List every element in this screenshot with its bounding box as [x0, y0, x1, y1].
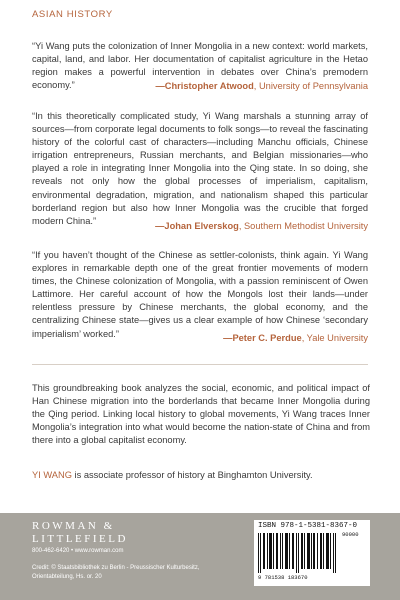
book-description: This groundbreaking book analyzes the social, economic, and political impact of Han Chinese migration into the borderlands that became Inner Mongolia during the Qing period. Linking local history to global movements, Yi Wang traces Inner Mongolia’s integration into what would become the nation-state of China and from there into a global capitalist economy. — [32, 383, 370, 446]
price-code: 90000 — [342, 531, 359, 538]
category-label: ASIAN HISTORY — [32, 9, 113, 20]
publisher-logo-line-1: ROWMAN & — [32, 520, 115, 532]
author-name: YI WANG — [32, 470, 72, 480]
barcode-digits: 9 781538 183670 — [258, 574, 308, 581]
publisher-logo — [32, 520, 128, 546]
author-bio — [32, 469, 313, 482]
blurb-attribution-1 — [155, 80, 368, 93]
blurb-attribution-3 — [223, 332, 368, 345]
section-divider — [32, 364, 368, 365]
blurb-attribution-2 — [155, 220, 368, 233]
blurb-quote-1: “Yi Wang puts the colonization of Inner Mongolia in a new context: world markets, capital, land, and labor. Her documentation of capitalist agriculture in the Hetao region makes a powerful intervention in debates over China’s premodern economy.” — [32, 41, 368, 91]
blurb-author-name: —Christopher Atwood — [155, 81, 254, 91]
image-credit: Credit: © Staatsbibliothek zu Berlin - Preussischer Kulturbesitz, Orientabteilung, Hs. or. 20 — [32, 565, 200, 580]
blurb-author-name: —Peter C. Perdue — [223, 333, 302, 343]
blurb-author-institution: , Southern Methodist University — [238, 221, 368, 231]
blurb-quote-2: “In this theoretically complicated study, Yi Wang marshals a stunning array of sources—from corporate legal documents to folk songs—to reveal the fascinating history of the colorful cast of characters—including Manchu officials, Chinese irrigation entrepreneurs, Russian merchants, and Belgian missionaries—who played a role in integrating Inner Mongolia into the Qing state. In so doing, she reveals not only how the global processes of imperialism, capitalism, environmental degradation, migration, and nationalism shaped this particular borderland region but also how Inner Mongolia was the crucible that forged modern China.” — [32, 111, 368, 226]
blurb-author-institution: , University of Pennsylvania — [253, 81, 368, 91]
isbn-label: ISBN 978-1-5381-8367-0 — [258, 522, 358, 530]
barcode-panel — [254, 520, 370, 586]
publisher-logo-line-2: LITTLEFIELD — [32, 533, 128, 545]
author-bio-text: is associate professor of history at Binghamton University. — [71, 470, 313, 480]
blurb-author-institution: , Yale University — [301, 333, 368, 343]
blurb-quote-3: “If you haven’t thought of the Chinese as settler-colonists, think again. Yi Wang explores in remarkable depth one of the great frontier movements of modern times, the Chinese colonization of Mongolia, with a passion reminiscent of Owen Lattimore. Her careful account of how the Mongols lost their lands—under relentless pressure by Chinese merchants, the global economy, and the centralizing Chinese state—gives us a clear example of how Chinese ‘secondary imperialism’ worked.” — [32, 250, 368, 339]
blurb-author-name: —Johan Elverskog — [155, 221, 239, 231]
barcode-icon — [258, 533, 338, 573]
publisher-contact: 800-462-6420 • www.rowman.com — [32, 548, 124, 554]
